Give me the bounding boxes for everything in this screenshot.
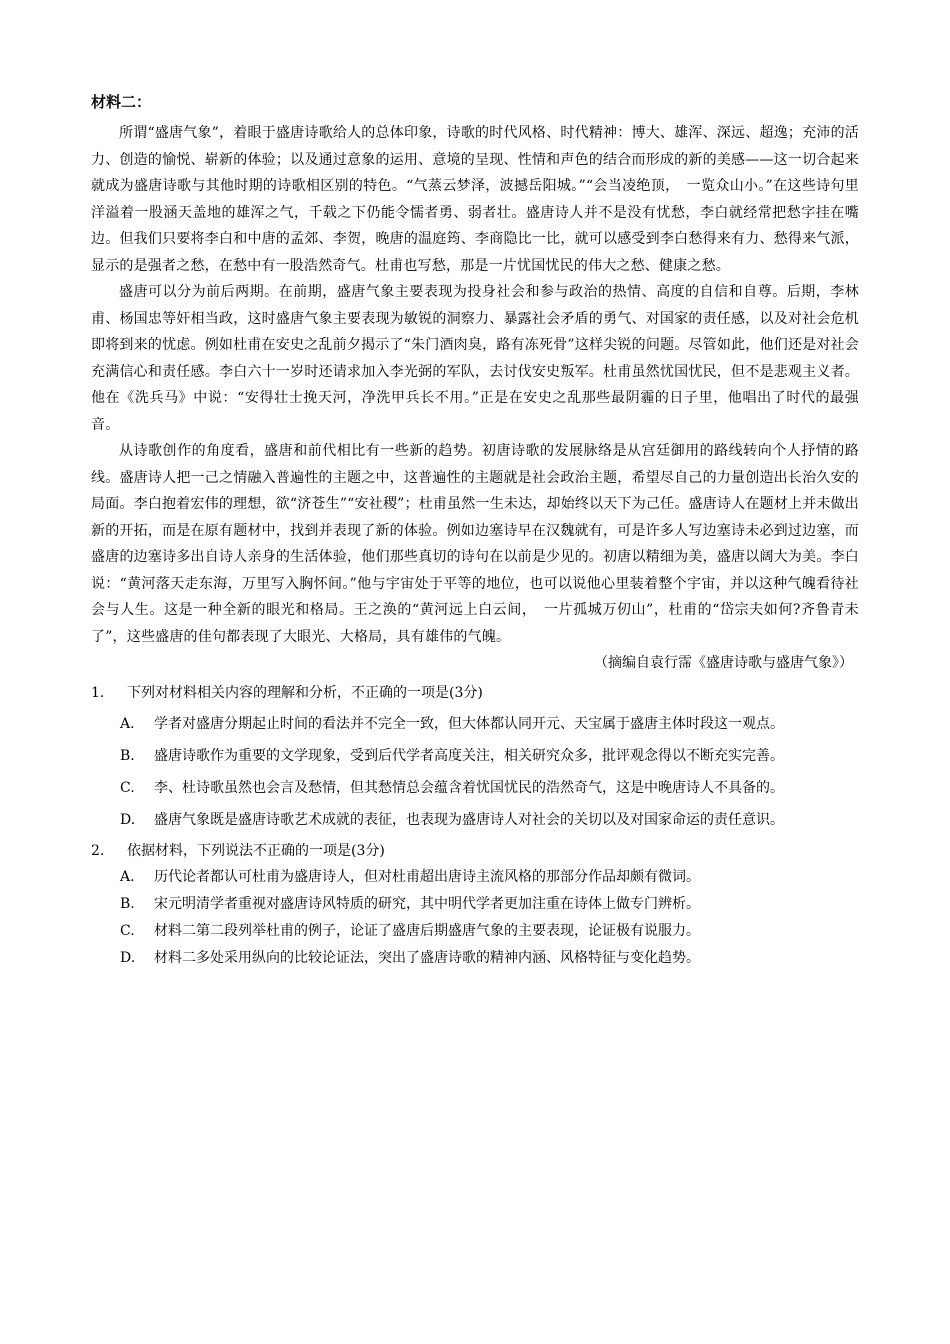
- material-paragraph-3: 从诗歌创作的角度看，盛唐和前代相比有一些新的趋势。初唐诗歌的发展脉络是从宫廷御用的路线转向个人抒情的路线。盛唐诗人把一己之情融入普遍性的主题之中，这普遍性的主题就是社会政治主题，希望尽自己的力量创造出长治久安的局面。李白抱着宏伟的理想，欲“济苍生”“安社稷”；杜甫虽然一生未达，却始终以天下为己任。盛唐诗人在题材上并未做出新的开拓，而是在原有题材中，找到并表现了新的体验。例如边塞诗早在汉魏就有，可是许多人写边塞诗未必到过边塞，而盛唐的边塞诗多出自诗人亲身的生活体验，他们那些真切的诗句在以前是少见的。初唐以精细为美，盛唐以阔大为美。李白说：“黄河落天走东海，万里写入胸怀间。”他与宇宙处于平等的地位，也可以说他心里装着整个宇宙，并以这种气魄看待社会与人生。这是一种全新的眼光和格局。王之涣的“黄河远上白云间， 一片孤城万仞山”，杜甫的“岱宗夫如何?齐鲁青未了”，这些盛唐的佳句都表现了大眼光、大格局，具有雄伟的气魄。: [91, 443, 859, 645]
- question-text: 下列对材料相关内容的理解和分析，不正确的一项是(3分): [127, 685, 483, 701]
- option-text: 盛唐诗歌作为重要的文学现象，受到后代学者高度关注，相关研究众多，批评观念得以不断充实完善。: [154, 748, 784, 764]
- material-paragraph-2: 盛唐可以分为前后两期。在前期，盛唐气象主要表现为投身社会和参与政治的热情、高度的自信和自尊。后期，李林甫、杨国忠等奸相当政，这时盛唐气象主要表现为敏锐的洞察力、暴露社会矛盾的勇气、对国家的责任感，以及对社会危机即将到来的忧虑。例如杜甫在安史之乱前夕揭示了“朱门酒肉臭，路有冻死骨”这样尖锐的问题。尽管如此，他们还是对社会充满信心和责任感。李白六十一岁时还请求加入李光弼的军队，去讨伐安史叛军。杜甫虽然忧国忧民，但不是悲观主义者。他在《洗兵马》中说：“安得壮士挽天河，净洗甲兵长不用。”正是在安史之乱那些最阴霾的日子里，他唱出了时代的最强音。: [91, 284, 859, 433]
- option-label: B.: [120, 896, 135, 912]
- question-1-options: [120, 711, 859, 834]
- option-a: [120, 711, 859, 738]
- option-label: B.: [120, 748, 135, 764]
- option-label: D.: [120, 812, 136, 828]
- option-label: A.: [120, 869, 135, 885]
- question-1: [91, 680, 859, 834]
- option-d: [120, 945, 859, 972]
- question-2: [91, 838, 859, 972]
- question-number: 1.: [91, 685, 105, 701]
- option-a: [120, 864, 859, 891]
- question-2-options: [120, 864, 859, 972]
- question-number: 2.: [91, 843, 105, 859]
- option-label: C.: [120, 780, 135, 796]
- option-text: 材料二多处采用纵向的比较论证法，突出了盛唐诗歌的精神内涵、风格特征与变化趋势。: [154, 950, 700, 966]
- option-text: 材料二第二段列举杜甫的例子，论证了盛唐后期盛唐气象的主要表现，论证极有说服力。: [154, 923, 700, 939]
- option-label: D.: [120, 950, 136, 966]
- option-b: [120, 743, 859, 770]
- material-title: 材料二：: [91, 93, 152, 111]
- option-text: 李、杜诗歌虽然也会言及愁情，但其愁情总会蕴含着忧国忧民的浩然奇气，这是中晚唐诗人不具备的。: [154, 780, 784, 796]
- option-d: [120, 807, 859, 834]
- question-2-stem: [91, 838, 859, 864]
- option-text: 历代论者都认可杜甫为盛唐诗人，但对杜甫超出唐诗主流风格的那部分作品却颇有微词。: [154, 869, 700, 885]
- option-text: 宋元明清学者重视对盛唐诗风特质的研究，其中明代学者更加注重在诗体上做专门辨析。: [154, 896, 700, 912]
- option-b: [120, 891, 859, 918]
- option-c: [120, 775, 859, 802]
- option-c: [120, 918, 859, 945]
- material-paragraph-1: 所谓“盛唐气象”，着眼于盛唐诗歌给人的总体印象，诗歌的时代风格、时代精神：博大、雄浑、深远、超逸；充沛的活力、创造的愉悦、崭新的体验；以及通过意象的运用、意境的呈现、性情和声色的结合而形成的新的美感——这一切合起来就成为盛唐诗歌与其他时期的诗歌相区别的特色。“气蒸云梦泽，波撼岳阳城。”“会当凌绝顶， 一览众山小。”在这些诗句里洋溢着一股涵天盖地的雄浑之气，千载之下仍能令懦者勇、弱者壮。盛唐诗人并不是没有忧愁，李白就经常把愁字挂在嘴边。但我们只要将李白和中唐的孟郊、李贺，晚唐的温庭筠、李商隐比一比，就可以感受到李白愁得来有力、愁得来气派，显示的是强者之愁，在愁中有一股浩然奇气。杜甫也写愁，那是一片忧国忧民的伟大之愁、健康之愁。: [91, 125, 859, 274]
- option-label: A.: [120, 716, 135, 732]
- document-page: [91, 90, 859, 972]
- question-1-stem: [91, 680, 859, 706]
- question-text: 依据材料，下列说法不正确的一项是(3分): [127, 843, 385, 859]
- material-source: （摘编自袁行霈《盛唐诗歌与盛唐气象》）: [594, 655, 853, 671]
- option-text: 盛唐气象既是盛唐诗歌艺术成就的表征，也表现为盛唐诗人对社会的关切以及对国家命运的责任意识。: [154, 812, 784, 828]
- option-label: C.: [120, 923, 135, 939]
- option-text: 学者对盛唐分期起止时间的看法并不完全一致，但大体都认同开元、天宝属于盛唐主体时段这一观点。: [154, 716, 784, 732]
